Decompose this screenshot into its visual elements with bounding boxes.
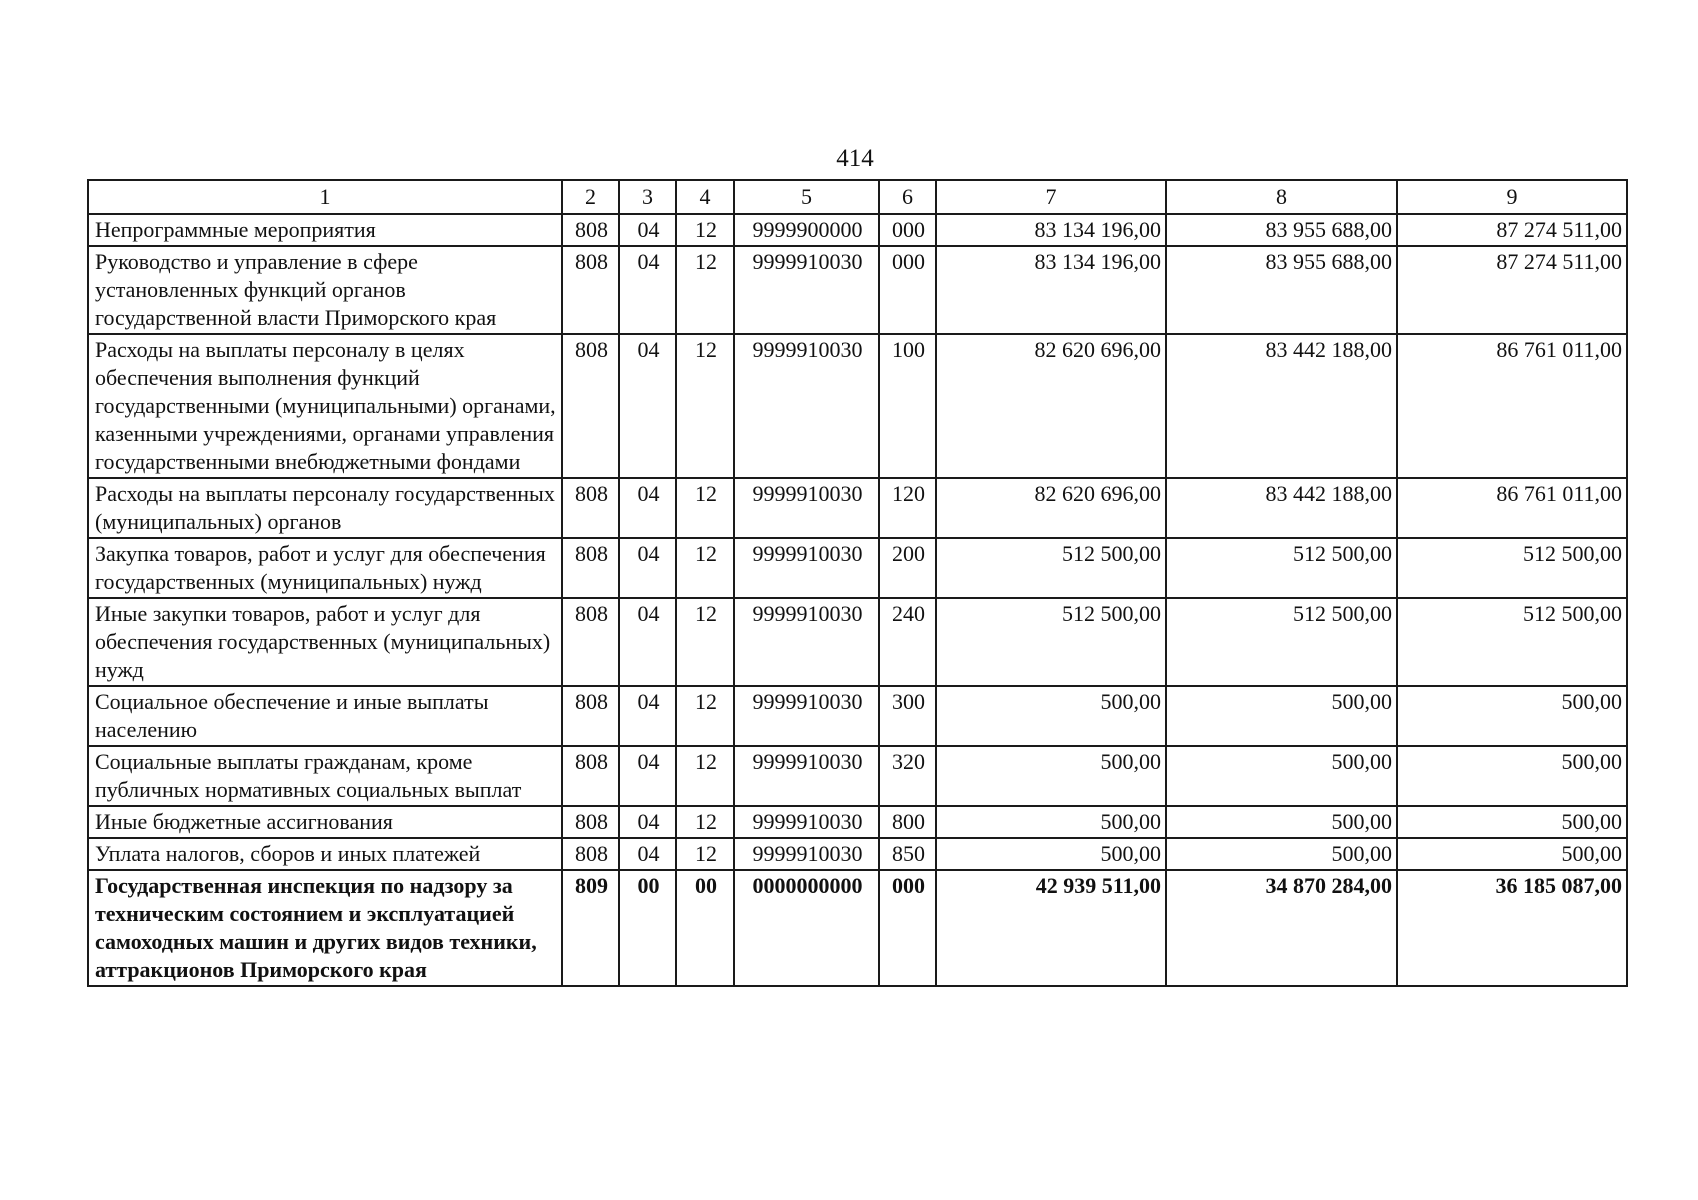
code-target: 9999910030 [734,246,879,334]
code-section: 04 [619,538,676,598]
amount-col7: 512 500,00 [936,598,1166,686]
row-name: Руководство и управление в сфере установленных функций органов государственной власти Приморского края [88,246,562,334]
amount-col9: 512 500,00 [1397,598,1627,686]
amount-col7: 500,00 [936,806,1166,838]
code-subsection: 12 [676,538,734,598]
amount-col7: 500,00 [936,838,1166,870]
header-cell: 1 [88,180,562,214]
code-section: 04 [619,246,676,334]
amount-col7: 500,00 [936,746,1166,806]
code-section: 04 [619,478,676,538]
code-expense-type: 000 [879,870,936,986]
table-row [88,598,1627,686]
amount-col9: 500,00 [1397,838,1627,870]
code-target: 9999910030 [734,538,879,598]
page-number: 414 [836,145,874,172]
code-ministry: 808 [562,334,619,478]
table-row [88,246,1627,334]
code-target: 9999910030 [734,478,879,538]
code-expense-type: 240 [879,598,936,686]
amount-col7: 500,00 [936,686,1166,746]
code-subsection: 12 [676,806,734,838]
amount-col8: 83 955 688,00 [1166,246,1397,334]
amount-col9: 86 761 011,00 [1397,334,1627,478]
amount-col8: 500,00 [1166,838,1397,870]
code-target: 9999910030 [734,598,879,686]
table-row [88,806,1627,838]
amount-col9: 87 274 511,00 [1397,246,1627,334]
code-ministry: 808 [562,538,619,598]
table-row [88,538,1627,598]
code-subsection: 12 [676,478,734,538]
code-expense-type: 200 [879,538,936,598]
code-section: 04 [619,214,676,246]
code-section: 04 [619,686,676,746]
code-target: 0000000000 [734,870,879,986]
amount-col7: 512 500,00 [936,538,1166,598]
amount-col7: 82 620 696,00 [936,478,1166,538]
row-name: Закупка товаров, работ и услуг для обеспечения государственных (муниципальных) нужд [88,538,562,598]
row-name: Социальное обеспечение и иные выплаты населению [88,686,562,746]
code-section: 04 [619,838,676,870]
header-cell: 7 [936,180,1166,214]
header-cell: 9 [1397,180,1627,214]
code-subsection: 00 [676,870,734,986]
header-cell: 3 [619,180,676,214]
code-subsection: 12 [676,598,734,686]
code-subsection: 12 [676,838,734,870]
code-subsection: 12 [676,214,734,246]
amount-col9: 512 500,00 [1397,538,1627,598]
table-row [88,334,1627,478]
code-ministry: 808 [562,686,619,746]
code-section: 00 [619,870,676,986]
amount-col8: 500,00 [1166,686,1397,746]
code-ministry: 808 [562,838,619,870]
header-cell: 8 [1166,180,1397,214]
code-target: 9999910030 [734,838,879,870]
amount-col9: 500,00 [1397,686,1627,746]
amount-col7: 83 134 196,00 [936,246,1166,334]
amount-col7: 83 134 196,00 [936,214,1166,246]
code-section: 04 [619,334,676,478]
table-row [88,746,1627,806]
code-target: 9999910030 [734,806,879,838]
amount-col8: 83 955 688,00 [1166,214,1397,246]
header-row [88,180,1627,214]
budget-table [87,179,1628,987]
code-target: 9999910030 [734,686,879,746]
header-cell: 2 [562,180,619,214]
code-expense-type: 800 [879,806,936,838]
code-subsection: 12 [676,334,734,478]
amount-col7: 42 939 511,00 [936,870,1166,986]
table-row [88,838,1627,870]
code-section: 04 [619,746,676,806]
code-target: 9999910030 [734,746,879,806]
code-section: 04 [619,806,676,838]
table-row [88,214,1627,246]
table-row-bold [88,870,1627,986]
code-expense-type: 000 [879,214,936,246]
amount-col8: 512 500,00 [1166,538,1397,598]
amount-col9: 36 185 087,00 [1397,870,1627,986]
table-row [88,686,1627,746]
code-expense-type: 850 [879,838,936,870]
code-target: 9999910030 [734,334,879,478]
code-expense-type: 120 [879,478,936,538]
amount-col8: 512 500,00 [1166,598,1397,686]
row-name: Расходы на выплаты персоналу в целях обеспечения выполнения функций государственными (муниципальными) органами, казенными учреждениями, органами управления государственными внебюджетными фондами [88,334,562,478]
table-row [88,478,1627,538]
code-expense-type: 000 [879,246,936,334]
code-target: 9999900000 [734,214,879,246]
code-ministry: 808 [562,214,619,246]
amount-col9: 500,00 [1397,746,1627,806]
amount-col8: 34 870 284,00 [1166,870,1397,986]
code-ministry: 808 [562,246,619,334]
header-cell: 4 [676,180,734,214]
code-ministry: 808 [562,746,619,806]
header-cell: 6 [879,180,936,214]
code-ministry: 808 [562,806,619,838]
row-name: Государственная инспекция по надзору за техническим состоянием и эксплуатацией самоходных машин и других видов техники, аттракционов Приморского края [88,870,562,986]
code-subsection: 12 [676,746,734,806]
amount-col8: 500,00 [1166,746,1397,806]
row-name: Социальные выплаты гражданам, кроме публичных нормативных социальных выплат [88,746,562,806]
amount-col9: 500,00 [1397,806,1627,838]
code-subsection: 12 [676,686,734,746]
amount-col8: 83 442 188,00 [1166,478,1397,538]
row-name: Расходы на выплаты персоналу государственных (муниципальных) органов [88,478,562,538]
header-cell: 5 [734,180,879,214]
code-ministry: 808 [562,478,619,538]
amount-col8: 83 442 188,00 [1166,334,1397,478]
amount-col9: 86 761 011,00 [1397,478,1627,538]
row-name: Уплата налогов, сборов и иных платежей [88,838,562,870]
code-ministry: 809 [562,870,619,986]
amount-col7: 82 620 696,00 [936,334,1166,478]
code-expense-type: 100 [879,334,936,478]
row-name: Иные бюджетные ассигнования [88,806,562,838]
row-name: Иные закупки товаров, работ и услуг для обеспечения государственных (муниципальных) нужд [88,598,562,686]
code-ministry: 808 [562,598,619,686]
code-subsection: 12 [676,246,734,334]
row-name: Непрограммные мероприятия [88,214,562,246]
code-expense-type: 300 [879,686,936,746]
amount-col9: 87 274 511,00 [1397,214,1627,246]
code-expense-type: 320 [879,746,936,806]
code-section: 04 [619,598,676,686]
amount-col8: 500,00 [1166,806,1397,838]
